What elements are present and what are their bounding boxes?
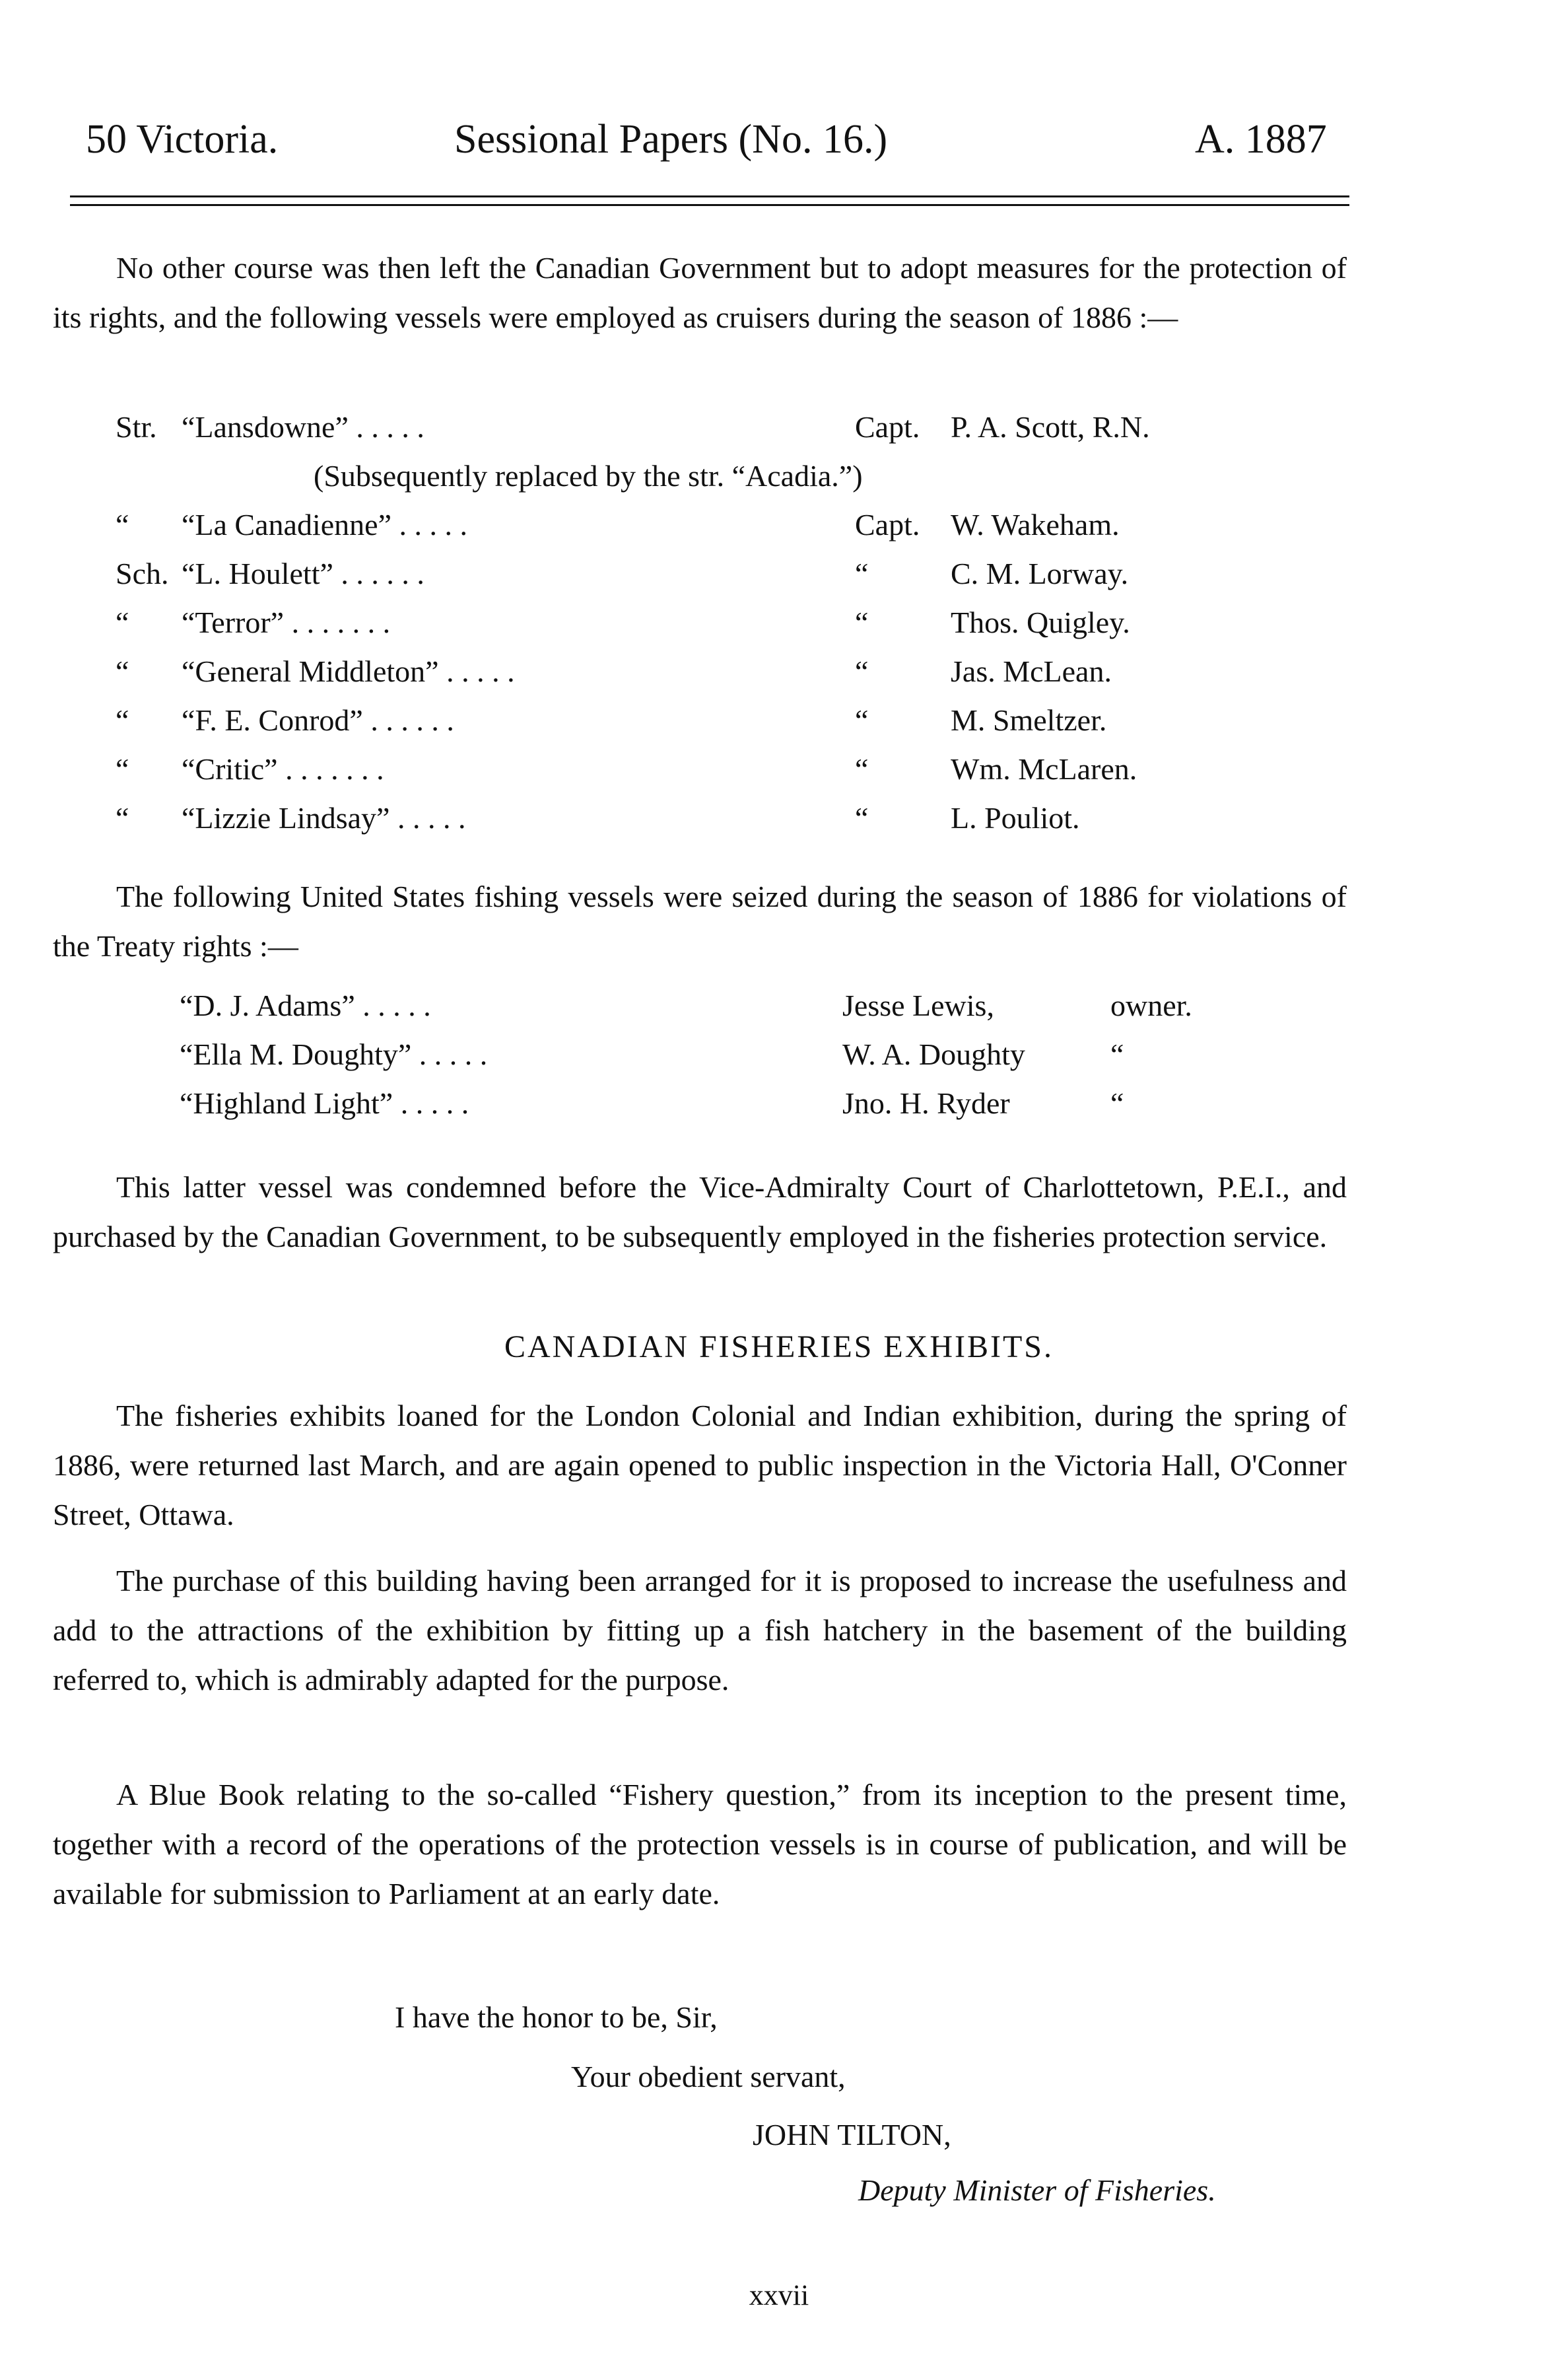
list-item — [116, 507, 1370, 556]
cruiser-list — [116, 409, 1370, 849]
vessel-name: “Ella M. Doughty” . . . . . — [180, 1037, 488, 1071]
vessel-name: “D. J. Adams” . . . . . — [180, 989, 431, 1022]
signatory-title: Deputy Minister of Fisheries. — [858, 2173, 1216, 2207]
running-head-year: A. 1887 — [1195, 117, 1327, 162]
officer-title: “ — [855, 606, 869, 639]
vessel-name: “La Canadienne” . . . . . — [182, 508, 467, 542]
list-item — [116, 409, 1370, 458]
vessel-type: “ — [116, 703, 129, 737]
list-item — [180, 1086, 1368, 1135]
vessel-name: “Highland Light” . . . . . — [180, 1086, 469, 1120]
officer-title: “ — [855, 654, 869, 688]
closing-servant: Your obedient servant, — [571, 2060, 846, 2093]
vessel-type: “ — [116, 508, 129, 542]
owner-name: Jno. H. Ryder — [842, 1086, 1010, 1120]
vessel-type: “ — [116, 606, 129, 639]
paragraph-exhibits-1: The fisheries exhibits loaned for the London Colonial and Indian exhibition, during the spring of 1886, were returned last March, and are again opened to public inspection in the Victoria Hall, O'Conner Street, Ottawa. — [53, 1399, 1347, 1531]
running-head — [0, 116, 1558, 176]
list-item — [116, 752, 1370, 800]
list-item — [180, 988, 1368, 1037]
owner-label: “ — [1110, 1037, 1124, 1071]
vessel-name: “Terror” . . . . . . . — [182, 606, 391, 639]
paragraph-intro: No other course was then left the Canadian Government but to adopt measures for the protection of its rights, and the following vessels were employed as cruisers during the season of 1886 :— — [53, 251, 1347, 334]
closing-salutation: I have the honor to be, Sir, — [395, 2000, 718, 2034]
list-item — [116, 800, 1370, 849]
vessel-name: “Critic” . . . . . . . — [182, 752, 384, 786]
vessel-name: “L. Houlett” . . . . . . — [182, 557, 424, 590]
officer-name: Jas. McLean. — [951, 654, 1112, 688]
header-double-rule — [70, 195, 1349, 206]
vessel-name: “Lizzie Lindsay” . . . . . — [182, 801, 466, 835]
officer-name: P. A. Scott, R.N. — [951, 410, 1150, 444]
replacement-note: (Subsequently replaced by the str. “Acadia.”) — [314, 459, 863, 493]
paragraph-exhibits-2: The purchase of this building having been arranged for it is proposed to increase the usefulness and add to the attractions of the exhibition by fitting up a fish hatchery in the basement of the building referred to, which is admirably adapted for the purpose. — [53, 1564, 1347, 1697]
officer-title: “ — [855, 801, 869, 835]
vessel-name: “General Middleton” . . . . . — [182, 654, 515, 688]
vessel-type: Sch. — [116, 557, 169, 590]
officer-name: Thos. Quigley. — [951, 606, 1130, 639]
officer-name: Wm. McLaren. — [951, 752, 1137, 786]
paragraph-blue-book: A Blue Book relating to the so-called “Fishery question,” from its inception to the present time, together with a record of the operations of the protection vessels is in course of publication, and will be available for submission to Parliament at an early date. — [53, 1778, 1347, 1910]
owner-label: “ — [1110, 1086, 1124, 1120]
officer-title: Capt. — [855, 410, 920, 444]
list-item — [116, 654, 1370, 703]
signatory-name: JOHN TILTON, — [753, 2118, 951, 2152]
running-head-session: 50 Victoria. — [86, 117, 279, 162]
owner-name: W. A. Doughty — [842, 1037, 1025, 1071]
running-head-title: Sessional Papers (No. 16.) — [454, 117, 888, 162]
list-item — [116, 556, 1370, 605]
owner-name: Jesse Lewis, — [842, 989, 994, 1022]
officer-title: Capt. — [855, 508, 920, 542]
vessel-type: Str. — [116, 410, 157, 444]
section-heading: CANADIAN FISHERIES EXHIBITS. — [504, 1329, 1054, 1364]
list-item — [116, 703, 1370, 752]
seized-vessel-list — [180, 988, 1368, 1135]
list-item — [116, 458, 1370, 507]
officer-title: “ — [855, 703, 869, 737]
officer-name: C. M. Lorway. — [951, 557, 1129, 590]
list-item — [116, 605, 1370, 654]
vessel-type: “ — [116, 752, 129, 786]
officer-name: L. Pouliot. — [951, 801, 1080, 835]
vessel-type: “ — [116, 801, 129, 835]
officer-name: W. Wakeham. — [951, 508, 1120, 542]
vessel-type: “ — [116, 654, 129, 688]
vessel-name: “Lansdowne” . . . . . — [182, 410, 424, 444]
officer-title: “ — [855, 557, 869, 590]
paragraph-seized-intro: The following United States fishing vessels were seized during the season of 1886 for violations of the Treaty rights :— — [53, 880, 1347, 963]
officer-title: “ — [855, 752, 869, 786]
owner-label: owner. — [1110, 989, 1192, 1022]
officer-name: M. Smeltzer. — [951, 703, 1107, 737]
vessel-name: “F. E. Conrod” . . . . . . — [182, 703, 454, 737]
paragraph-condemned: This latter vessel was condemned before the Vice-Admiralty Court of Charlottetown, P.E.I., and purchased by the Canadian Government, to be subsequently employed in the fisheries protection service. — [53, 1170, 1347, 1253]
list-item — [180, 1037, 1368, 1086]
page-number: xxvii — [749, 2279, 809, 2311]
